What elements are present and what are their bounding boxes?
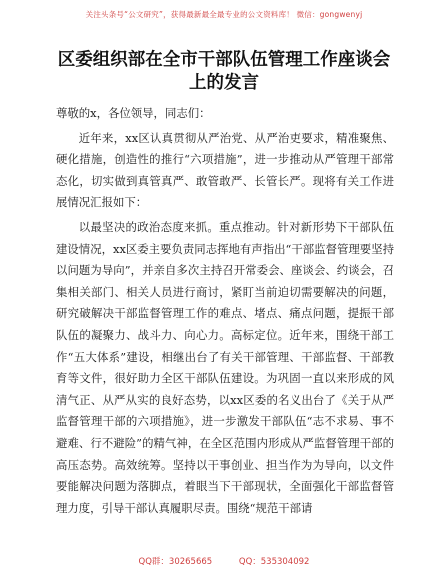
paragraph-intro: 近年来，xx区认真贯彻从严治党、从严治吏要求，精准聚焦、硬化措施，创造性的推行“六项措施”，进一步推动从严管理干部常态化，切实做到真管真严、敢管敢严、长管长严。现将有关工作进展情况汇报如下：	[56, 130, 394, 210]
document-title: 区委组织部在全市干部队伍管理工作座谈会上的发言	[57, 50, 391, 93]
footer-qq-group: QQ群：30265665	[138, 557, 213, 567]
footer	[0, 555, 448, 567]
greeting: 尊敬的x，各位领导，同志们：	[56, 106, 211, 120]
paragraph-main: 以最坚决的政治态度来抓。重点推动。针对新形势下干部队伍建设情况，xx区委主要负责同志挥地有声指出“干部监督管理要坚持以问题为导向”，并亲自多次主持召开常委会、座谈会、约谈会，召集相关部门、相关人员进行商讨，紧盯当前迫切需要解决的问题，研究破解决干部监督管理工作的难点、堵点、痛点问题，提振干部队伍的凝聚力、战斗力、向心力。高标定位。近年来，围绕干部工作“五大体系”建设，相继出台了有关干部管理、干部监督、干部教育等文件，很好助力全区干部队伍建设。为巩固一直以来形成的风清气正、从严从实的良好态势，以xx区委的名义出台了《关于从严监督管理干部的六项措施》，进一步激发干部队伍“志不求易、事不避难、行不避险”的精气神，在全区范围内形成从严监督管理干部的高压态势。高效统筹。坚持以干事创业、担当作为为导向，以文件要能解决问题为落脚点，着眼当下干部现状，全面强化干部监督管理力度，引导干部认真履职尽责。围绕“规范干部请	[56, 219, 394, 515]
footer-qq: QQ：535304092	[238, 557, 310, 567]
header-note: 关注头条号“公文研究”，获得最新最全最专业的公文资料库！ 微信：gongwenyj	[85, 10, 363, 19]
document-body	[56, 103, 394, 519]
